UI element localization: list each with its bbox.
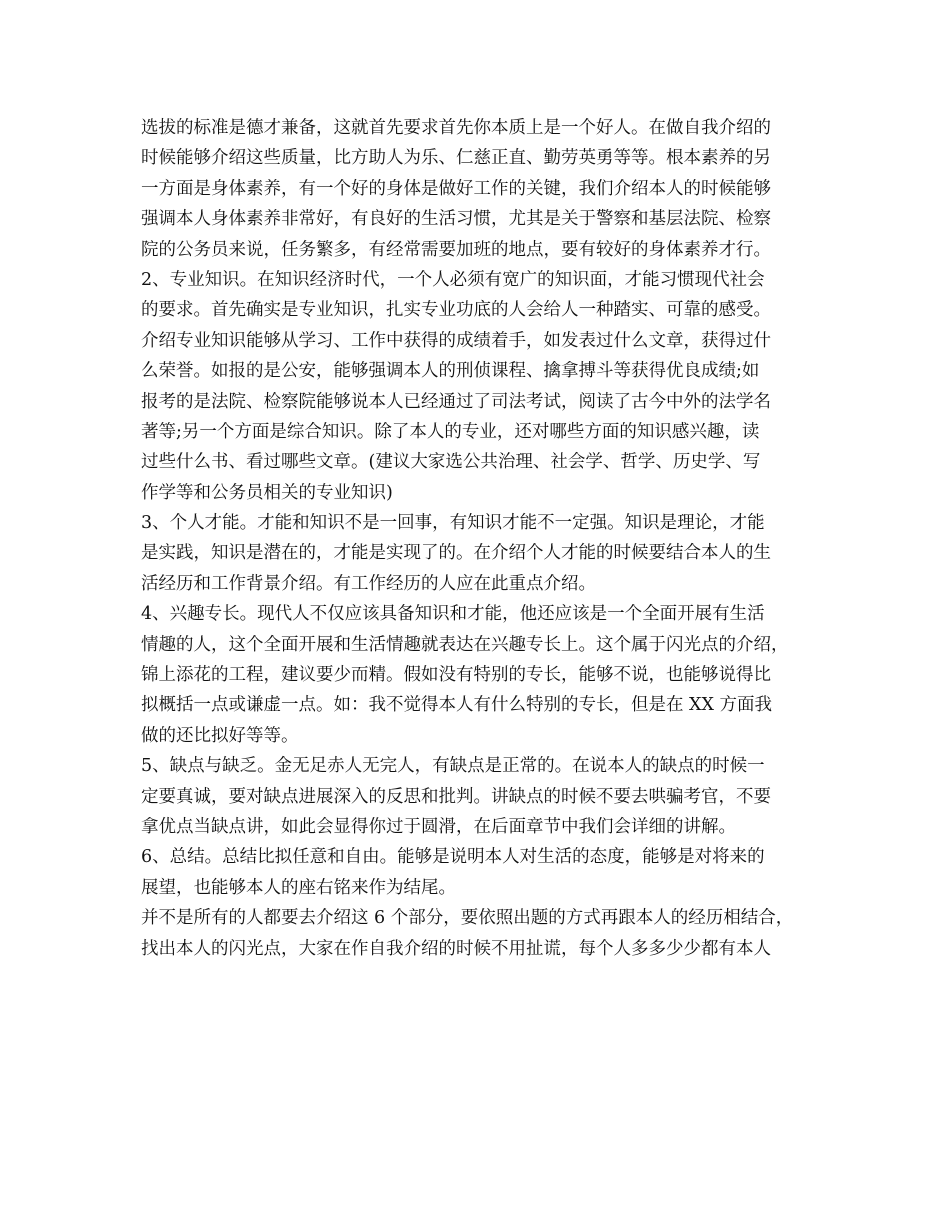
text-line: 介绍专业知识能够从学习、工作中获得的成绩着手，如发表过什么文章，获得过什 xyxy=(141,330,771,351)
text-line: 5、缺点与缺乏。金无足赤人无完人，有缺点是正常的。在说本人的缺点的时候一 xyxy=(141,756,765,777)
text-line: 3、个人才能。才能和知识不是一回事，有知识才能不一定强。知识是理论，才能 xyxy=(141,513,765,534)
text-line: 并不是所有的人都要去介绍这 6 个部分，要依照出题的方式再跟本人的经历相结合， xyxy=(141,908,794,929)
text-line: 选拔的标准是德才兼备，这就首先要求首先你本质上是一个好人。在做自我介绍的 xyxy=(141,118,771,138)
text-line: 过些什么书、看过哪些文章。(建议大家选公共治理、社会学、哲学、历史学、写 xyxy=(141,452,761,473)
text-line: 么荣誉。如报的是公安，能够强调本人的刑侦课程、擒拿搏斗等获得优良成绩;如 xyxy=(141,361,760,382)
text-line: 一方面是身体素养，有一个好的身体是做好工作的关键，我们介绍本人的时候能够 xyxy=(141,178,771,199)
text-line: 情趣的人，这个全面开展和生活情趣就表达在兴趣专长上。这个属于闪光点的介绍， xyxy=(141,634,789,655)
text-line: 是实践，知识是潜在的，才能是实现了的。在介绍个人才能的时候要结合本人的生 xyxy=(141,543,771,564)
text-line: 活经历和工作背景介绍。有工作经历的人应在此重点介绍。 xyxy=(141,573,596,594)
text-line: 做的还比拟好等等。 xyxy=(141,725,299,746)
text-line: 作学等和公务员相关的专业知识) xyxy=(141,482,393,503)
text-line: 著等;另一个方面是综合知识。除了本人的专业，还对哪些方面的知识感兴趣，读 xyxy=(141,421,760,442)
text-line: 锦上添花的工程，建议要少而精。假如没有特别的专长，能够不说，也能够说得比 xyxy=(141,665,771,686)
text-line: 拟概括一点或谦虚一点。如：我不觉得本人有什么特别的专长，但是在 XX 方面我 xyxy=(141,695,773,716)
text-line: 4、兴趣专长。现代人不仅应该具备知识和才能，他还应该是一个全面开展有生活 xyxy=(141,604,765,625)
text-line: 院的公务员来说，任务繁多，有经常需要加班的地点，要有较好的身体素养才行。 xyxy=(141,239,771,260)
text-line: 展望，也能够本人的座右铭来作为结尾。 xyxy=(141,877,456,898)
text-line: 6、总结。总结比拟任意和自由。能够是说明本人对生活的态度，能够是对将来的 xyxy=(141,847,765,868)
text-line: 找出本人的闪光点，大家在作自我介绍的时候不用扯谎，每个人多多少少都有本人 xyxy=(141,938,771,959)
text-line: 拿优点当缺点讲，如此会显得你过于圆滑，在后面章节中我们会详细的讲解。 xyxy=(141,816,736,837)
text-line: 2、专业知识。在知识经济时代，一个人必须有宽广的知识面，才能习惯现代社会 xyxy=(141,269,765,290)
document-body xyxy=(141,113,821,964)
text-line: 强调本人身体素养非常好，有良好的生活习惯，尤其是关于警察和基层法院、检察 xyxy=(141,209,771,230)
text-line: 时候能够介绍这些质量，比方助人为乐、仁慈正直、勤劳英勇等等。根本素养的另 xyxy=(141,148,771,169)
text-line: 报考的是法院、检察院能够说本人已经通过了司法考试，阅读了古今中外的法学名 xyxy=(141,391,771,412)
text-line: 的要求。首先确实是专业知识，扎实专业功底的人会给人一种踏实、可靠的感受。 xyxy=(141,300,771,321)
text-line: 定要真诚，要对缺点进展深入的反思和批判。讲缺点的时候不要去哄骗考官，不要 xyxy=(141,786,771,807)
